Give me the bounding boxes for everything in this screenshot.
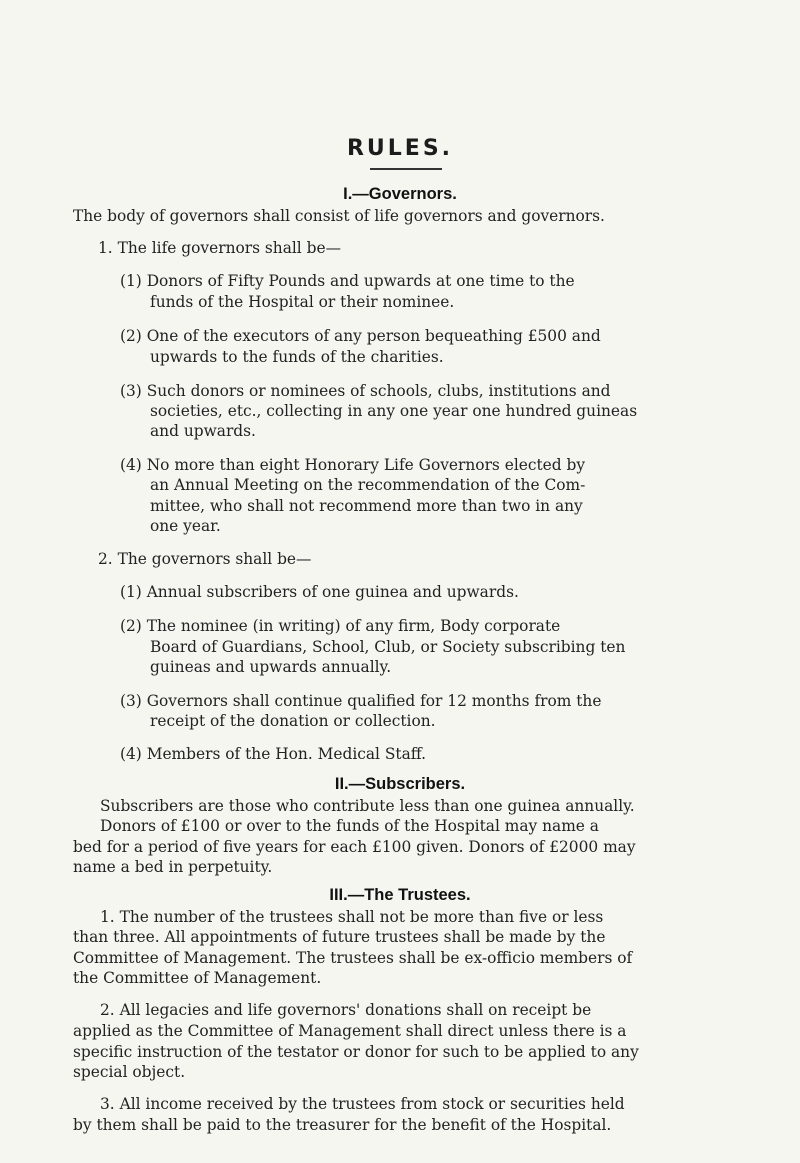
list-item-line: an Annual Meeting on the recommendation of the Com- <box>150 476 586 494</box>
list-item-line: societies, etc., collecting in any one year one hundred guineas <box>150 402 638 420</box>
section-heading-governors: I.—Governors. <box>343 185 457 203</box>
list-item-line: upwards to the funds of the charities. <box>150 348 444 366</box>
list-item-line: funds of the Hospital or their nominee. <box>150 293 455 311</box>
paragraph-line: 1. The number of the trustees shall not be more than five or less <box>100 908 604 926</box>
list-item-line: receipt of the donation or collection. <box>150 712 436 730</box>
paragraph-line: 2. All legacies and life governors' donations shall on receipt be <box>100 1001 592 1019</box>
list-item-line: (3) Governors shall continue qualified for 12 months from the <box>120 692 602 710</box>
list-item-line: (2) The nominee (in writing) of any firm, Body corporate <box>120 617 561 635</box>
list-item-line: guineas and upwards annually. <box>150 658 392 676</box>
list-item-line: (1) Annual subscribers of one guinea and upwards. <box>120 583 519 601</box>
paragraph-line: The body of governors shall consist of life governors and governors. <box>73 207 605 225</box>
paragraph-line: the Committee of Management. <box>73 969 322 987</box>
list-item-line: (2) One of the executors of any person bequeathing £500 and <box>120 327 601 345</box>
paragraph-line: special object. <box>73 1063 186 1081</box>
paragraph-line: Donors of £100 or over to the funds of the Hospital may name a <box>100 817 599 835</box>
paragraph-line: 3. All income received by the trustees from stock or securities held <box>100 1095 625 1113</box>
list-item-line: (4) Members of the Hon. Medical Staff. <box>120 745 427 763</box>
list-item-line: Board of Guardians, School, Club, or Society subscribing ten <box>150 638 626 656</box>
section-heading-subscribers: II.—Subscribers. <box>334 775 466 793</box>
paragraph-line: bed for a period of five years for each £100 given. Donors of £2000 may <box>73 838 636 856</box>
list-item-line: and upwards. <box>150 422 256 440</box>
list-item-line: (3) Such donors or nominees of schools, clubs, institutions and <box>120 382 611 400</box>
list-item-line: one year. <box>150 517 221 535</box>
list-item-line: mittee, who shall not recommend more than two in any <box>150 497 583 515</box>
paragraph-line: Committee of Management. The trustees shall be ex-officio members of <box>73 949 633 967</box>
paragraph-line: 1. The life governors shall be— <box>98 239 341 257</box>
list-item-line: (1) Donors of Fifty Pounds and upwards at one time to the <box>120 272 575 290</box>
page-title: RULES. <box>346 136 454 161</box>
paragraph-line: by them shall be paid to the treasurer for the benefit of the Hospital. <box>73 1116 612 1134</box>
section-heading-trustees: III.—The Trustees. <box>329 886 471 904</box>
paragraph-line: than three. All appointments of future trustees shall be made by the <box>73 928 606 946</box>
paragraph-line: 2. The governors shall be— <box>98 550 312 568</box>
paragraph-line: Subscribers are those who contribute less than one guinea annually. <box>100 797 635 815</box>
paragraph-line: name a bed in perpetuity. <box>73 858 273 876</box>
paragraph-line: specific instruction of the testator or donor for such to be applied to any <box>73 1043 639 1061</box>
list-item-line: (4) No more than eight Honorary Life Governors elected by <box>120 456 586 474</box>
title-rule <box>370 168 442 170</box>
paragraph-line: applied as the Committee of Management shall direct unless there is a <box>73 1022 627 1040</box>
